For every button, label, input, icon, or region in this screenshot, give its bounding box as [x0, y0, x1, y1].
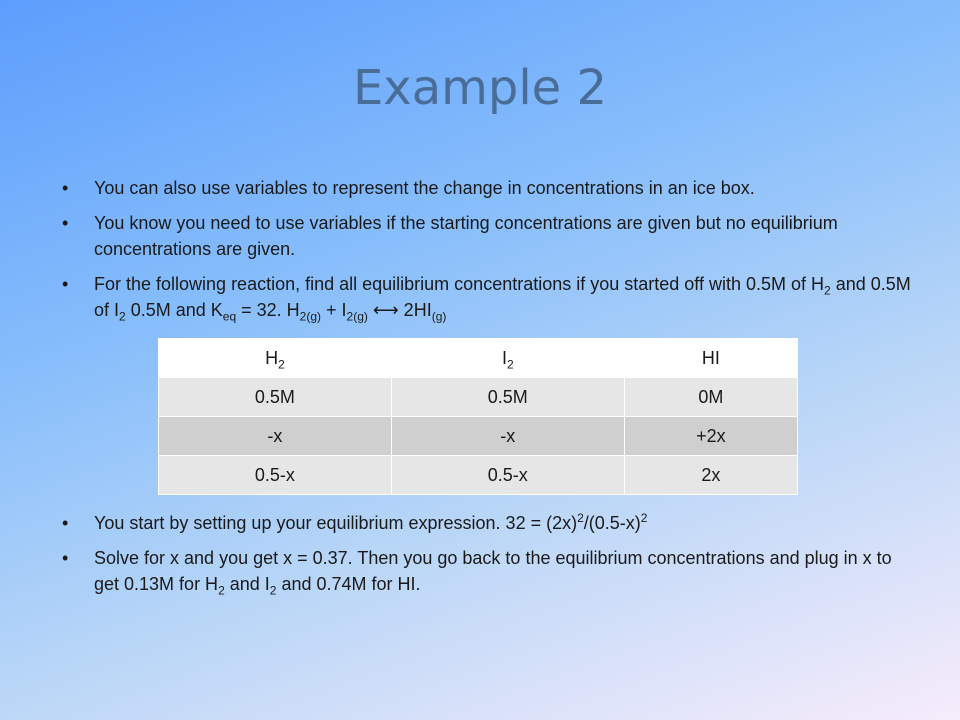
bullet-4-sup-1: 2: [577, 511, 584, 525]
bullet-list-bottom: [62, 510, 912, 606]
bullet-3-text-5: + I: [321, 300, 347, 320]
table-cell: 0.5-x: [159, 456, 392, 495]
table-cell: -x: [159, 417, 392, 456]
bullet-5-text-2: and I: [224, 574, 270, 594]
table-cell: -x: [391, 417, 624, 456]
bullet-3-sub-6: (g): [431, 309, 447, 324]
table-cell: 2x: [624, 456, 797, 495]
bullet-5: [62, 545, 912, 597]
table-row: [159, 456, 798, 495]
table-cell: +2x: [624, 417, 797, 456]
table-cell: 0M: [624, 378, 797, 417]
bullet-1: [62, 175, 912, 201]
bullet-4-text-1: You start by setting up your equilibrium expression. 32 = (2x): [94, 513, 578, 533]
bullet-4-sup-2: 2: [640, 511, 648, 525]
bullet-5-sub-1: 2: [218, 583, 225, 598]
header-cell-h2-base: H: [265, 347, 279, 368]
header-cell-h2-sub: 2: [278, 357, 285, 372]
bullet-4: [62, 510, 912, 536]
bullet-3-text-3: 0.5M and K: [125, 300, 223, 320]
bullet-3-text-1: For the following reaction, find all equilibrium concentrations if you started off with 0.5M of H: [94, 274, 825, 294]
bullet-5-text-3: and 0.74M for HI.: [276, 574, 421, 594]
table-cell: 0.5M: [391, 378, 624, 417]
header-cell-i2-sub: 2: [506, 357, 514, 372]
bullet-3-text-4: = 32. H: [236, 300, 300, 320]
bullet-3-sub-4: 2(g): [299, 309, 322, 324]
table-row: [159, 378, 798, 417]
bullet-3-sub-5: 2(g): [346, 309, 368, 324]
bullet-2: [62, 210, 912, 262]
bullet-5-sub-2: 2: [269, 583, 277, 598]
ice-table: [158, 338, 798, 495]
header-cell-h2: [159, 339, 392, 378]
table-header-row: [159, 339, 798, 378]
bullet-2-text: You know you need to use variables if the starting concentrations are given but no equilibrium concentrations are given.: [94, 213, 838, 259]
table-cell: 0.5-x: [391, 456, 624, 495]
bullet-5-text-1: Solve for x and you get x = 0.37. Then you go back to the equilibrium concentrations and plug in x to get 0.13M for H: [94, 548, 892, 594]
header-cell-i2-base: I: [501, 347, 507, 368]
bullet-1-text: You can also use variables to represent the change in concentrations in an ice box.: [94, 178, 755, 198]
table-cell: 0.5M: [159, 378, 392, 417]
bullet-3-sub-2: 2: [119, 309, 126, 324]
bullet-3-sub-1: 2: [824, 283, 831, 298]
bullet-3-text-6: ⟷ 2HI: [367, 300, 432, 320]
bullet-3-text-2: and 0.5M of I: [94, 274, 911, 320]
bullet-4-text-2: /(0.5-x): [583, 513, 641, 533]
bullet-3: [62, 271, 912, 323]
bullet-list-top: [62, 175, 912, 332]
header-cell-hi: HI: [624, 339, 797, 378]
slide-title: Example 2: [352, 60, 608, 116]
bullet-3-sub-3: eq: [222, 309, 237, 324]
table-row: [159, 417, 798, 456]
header-cell-i2: [391, 339, 624, 378]
